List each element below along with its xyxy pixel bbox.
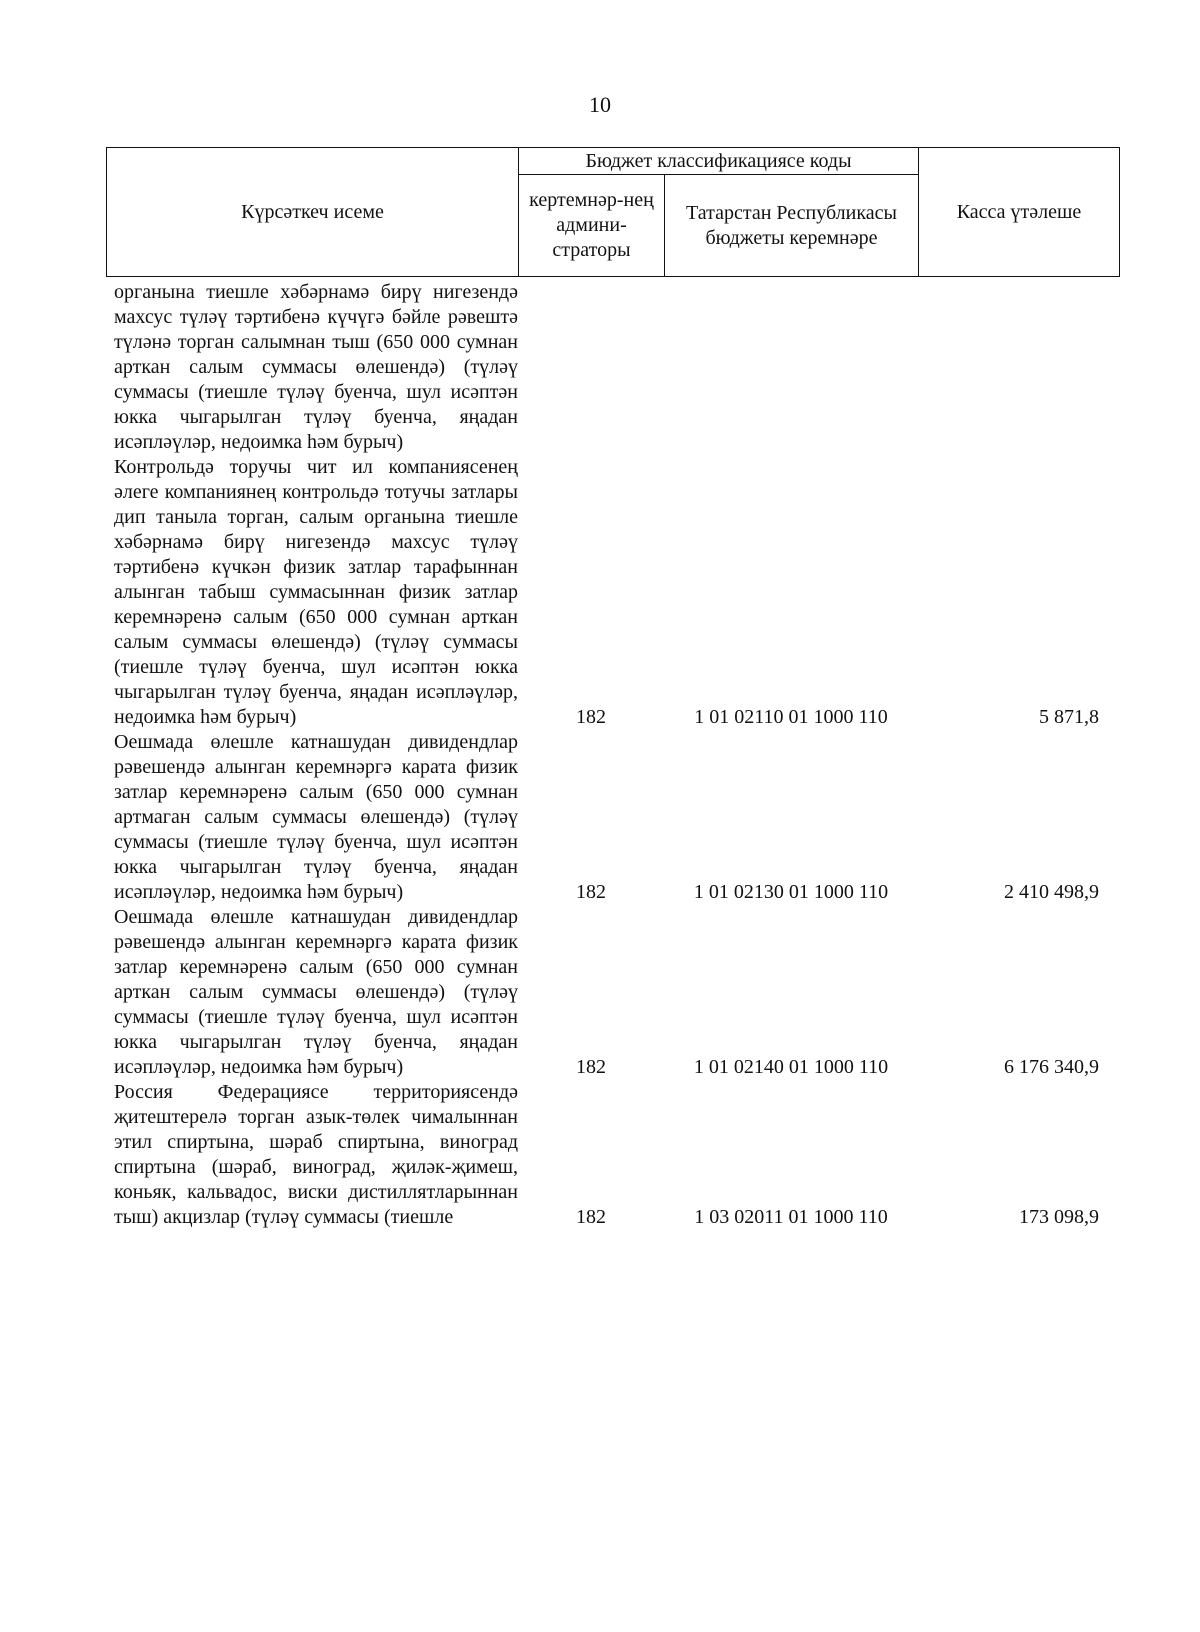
- row-code: 1 01 02110 01 1000 110: [694, 706, 888, 728]
- row-amount: 5 871,8: [1039, 706, 1099, 728]
- row-name: Оешмада өлешле катнашудан дивидендлар рәвешендә алынган керемнәргә карата физик затлар керемнәренә салым (650 000 сумнан арткан салым суммасы өлешендә) (түләү суммасы (тиешле түләү буенча, шул исәптән юкка чыгарылган түләү буенча, яңадан исәпләүләр, недоимка һәм бурыч): [114, 906, 518, 1078]
- header-cash-execution: Касса үтәлеше: [919, 148, 1120, 277]
- page-number: 10: [589, 92, 611, 117]
- row-admin: 182: [576, 1056, 606, 1078]
- row-name: Контрольдә торучы чит ил компаниясенең әлеге компаниянең контрольдә тотучы затлары дип таныла торган, салым органына тиешле хәбәрнамә бирү нигезендә махсус түләү тәртибенә күчкән физик затлар тарафыннан алынган табыш суммасыннан физик затлар керемнәренә салым (650 000 сумнан арткан салым суммасы өлешендә) (түләү суммасы (тиешле түләү буенча, шул исәптән юкка чыгарылган түләү буенча, яңадан исәпләүләр, недоимка һәм бурыч): [114, 456, 518, 728]
- row-name: органына тиешле хәбәрнамә бирү нигезендә махсус түләү тәртибенә күчүгә бәйле рәвештә түләнә торган салымнан тыш (650 000 сумнан арткан салым суммасы өлешендә) (түләү суммасы (тиешле түләү буенча, шул исәптән юкка чыгарылган түләү буенча, яңадан исәпләүләр, недоимка һәм бурыч): [114, 281, 518, 453]
- table-row: [106, 905, 1119, 1080]
- data-table: [106, 280, 1119, 1230]
- row-admin: 182: [576, 706, 606, 728]
- row-amount: 6 176 340,9: [1004, 1056, 1099, 1078]
- row-admin: 182: [576, 1206, 606, 1228]
- header-admin: кертемнәр-нең админи-страторы: [519, 175, 665, 277]
- header-revenue: Татарстан Республикасы бюджеты керемнәре: [665, 175, 919, 277]
- table-row: [106, 455, 1119, 730]
- row-amount: [918, 280, 1119, 455]
- header-budget-code-group: Бюджет классификациясе коды: [519, 148, 919, 175]
- row-admin: 182: [576, 881, 606, 903]
- header-indicator-name: Күрсәткеч исеме: [107, 148, 519, 277]
- row-code: [664, 280, 918, 455]
- table-header: [106, 147, 1120, 277]
- row-code: 1 03 02011 01 1000 110: [694, 1206, 888, 1228]
- row-name: Оешмада өлешле катнашудан дивидендлар рәвешендә алынган керемнәргә карата физик затлар керемнәренә салым (650 000 сумнан артмаган салым суммасы өлешендә) (түләү суммасы (тиешле түләү буенча, шул исәптән юкка чыгарылган түләү буенча, яңадан исәпләүләр, недоимка һәм бурыч): [114, 731, 518, 903]
- row-amount: 2 410 498,9: [1004, 881, 1099, 903]
- row-name: Россия Федерациясе территориясендә җитештерелә торган азык-төлек чималыннан этил спиртына, шәраб спиртына, виноград спиртына (шәраб, виноград, җиләк-җимеш, коньяк, кальвадос, виски дистиллятларыннан тыш) акцизлар (түләү суммасы (тиешле: [114, 1081, 518, 1228]
- table-row: [106, 730, 1119, 905]
- table-row: [106, 1080, 1119, 1230]
- table-row: [106, 280, 1119, 455]
- row-admin: [518, 280, 664, 455]
- row-amount: 173 098,9: [1019, 1206, 1099, 1228]
- row-code: 1 01 02130 01 1000 110: [693, 881, 889, 903]
- row-code: 1 01 02140 01 1000 110: [693, 1056, 889, 1078]
